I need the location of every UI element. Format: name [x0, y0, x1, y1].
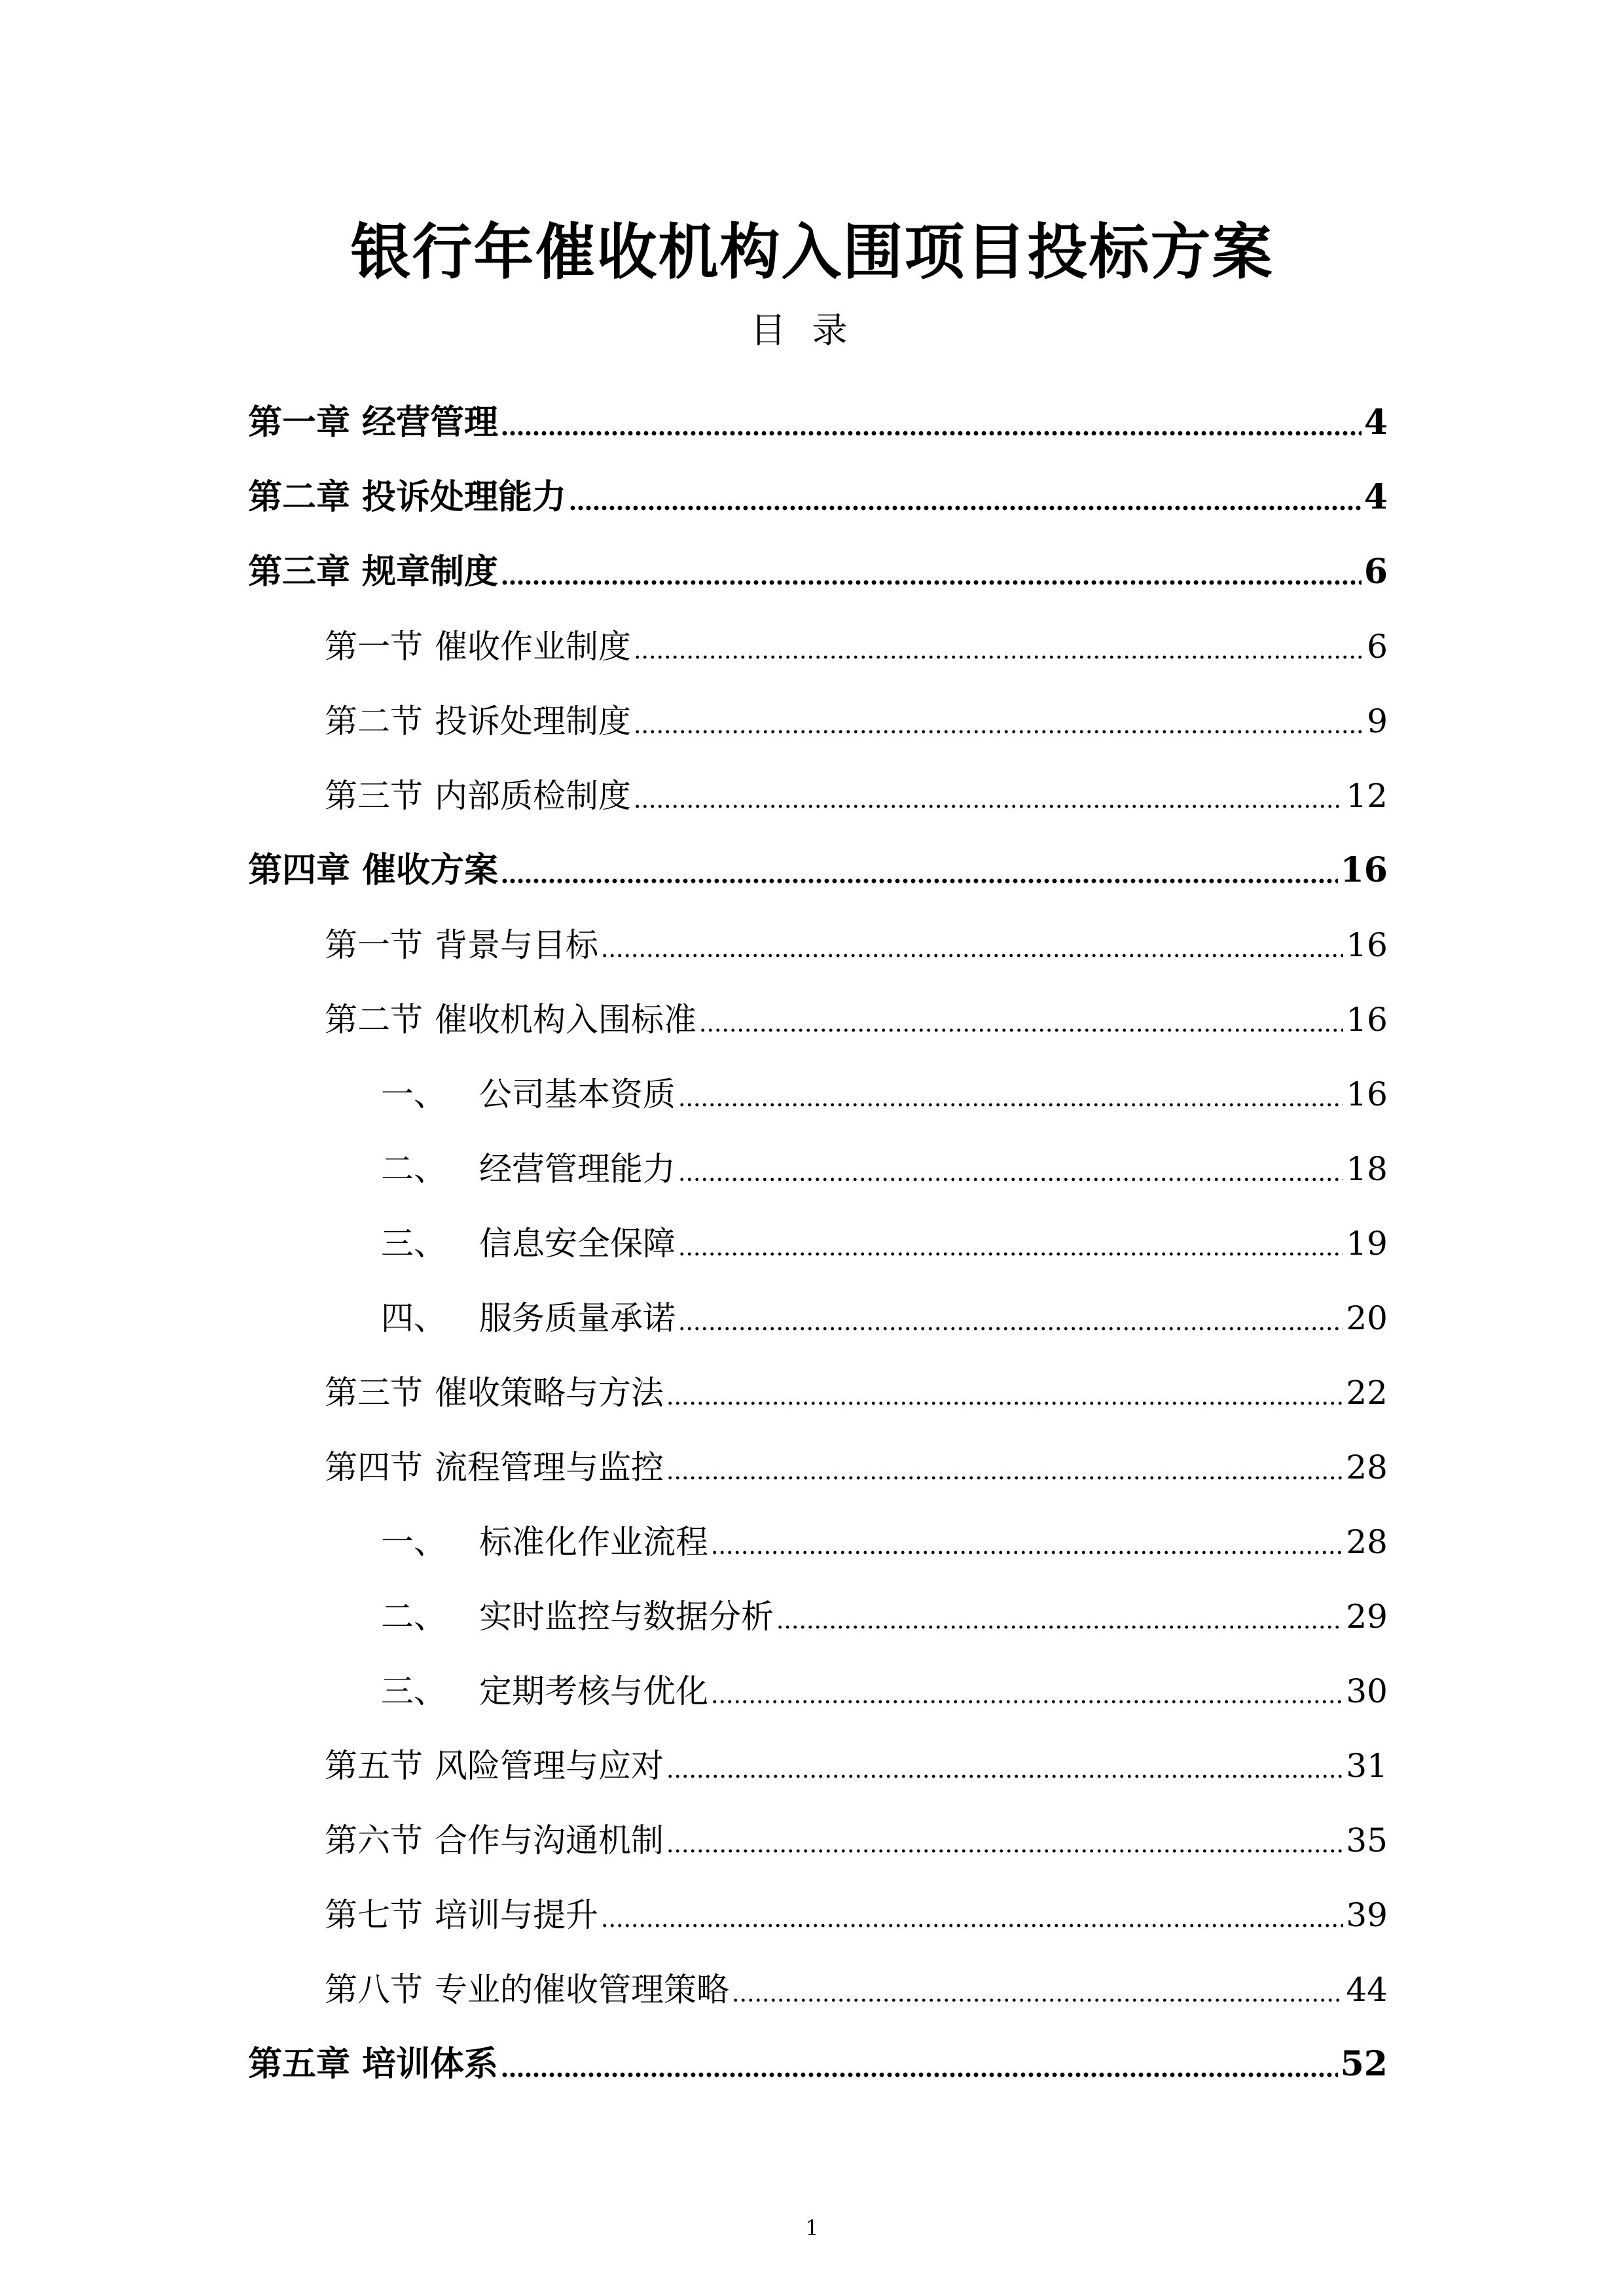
dot-leader [711, 1699, 1343, 1704]
toc-entry-label: 内部质检制度 [435, 777, 631, 815]
dot-leader [501, 431, 1362, 436]
dot-leader [601, 1923, 1343, 1928]
dot-leader [666, 1475, 1343, 1480]
toc-entry-label: 经营管理能力 [479, 1150, 676, 1188]
toc-entry-sub[interactable] [248, 1267, 1388, 1342]
toc-entry-sub[interactable] [248, 1491, 1388, 1566]
toc-entry-prefix: 第一节 [325, 926, 423, 964]
toc-entry-label: 催收机构入围标准 [435, 1001, 696, 1039]
toc-entry-section[interactable] [248, 894, 1388, 969]
dot-leader [776, 1624, 1343, 1630]
toc-entry-page: 30 [1346, 1672, 1388, 1710]
toc-entry-prefix: 第四章 [248, 850, 351, 890]
toc-entry-label: 专业的催收管理策略 [435, 1971, 729, 2009]
dot-leader [678, 1177, 1343, 1182]
toc-entry-label: 培训体系 [362, 2044, 499, 2084]
dot-leader [711, 1550, 1343, 1555]
toc-entry-page: 16 [1340, 850, 1388, 890]
toc-entry-page: 4 [1363, 477, 1388, 517]
toc-entry-label: 培训与提升 [435, 1896, 598, 1934]
dot-leader [601, 953, 1343, 958]
toc-entry-label: 规章制度 [362, 552, 499, 592]
toc-entry-section[interactable] [248, 969, 1388, 1043]
toc-entry-section[interactable] [248, 596, 1388, 670]
toc-entry-section[interactable] [248, 1715, 1388, 1789]
toc-entry-prefix: 一、 [381, 1075, 446, 1113]
toc-entry-page: 31 [1346, 1747, 1388, 1785]
toc-entry-label: 背景与目标 [435, 926, 598, 964]
toc-entry-prefix: 第一节 [325, 628, 423, 666]
toc-entry-label: 催收策略与方法 [435, 1374, 664, 1412]
toc-entry-label: 公司基本资质 [479, 1075, 676, 1113]
toc-entry-page: 22 [1346, 1374, 1388, 1412]
toc-entry-section[interactable] [248, 1416, 1388, 1491]
dot-leader [678, 1326, 1343, 1331]
toc-entry-sub[interactable] [248, 1118, 1388, 1193]
toc-entry-sub[interactable] [248, 1566, 1388, 1640]
dot-leader [634, 729, 1364, 734]
table-of-contents [248, 372, 1388, 2088]
toc-entry-chapter[interactable] [248, 521, 1388, 596]
toc-entry-label: 催收作业制度 [435, 628, 631, 666]
toc-entry-prefix: 第四节 [325, 1448, 423, 1486]
dot-leader [634, 804, 1343, 809]
toc-entry-page: 52 [1340, 2044, 1388, 2084]
toc-heading-text: 目录 [750, 310, 874, 351]
toc-entry-page: 19 [1346, 1225, 1388, 1263]
toc-entry-sub[interactable] [248, 1640, 1388, 1715]
dot-leader [732, 1998, 1343, 2003]
toc-entry-page: 28 [1346, 1448, 1388, 1486]
toc-entry-page: 18 [1346, 1150, 1388, 1188]
toc-entry-page: 12 [1346, 777, 1388, 815]
toc-entry-prefix: 二、 [381, 1598, 446, 1636]
toc-entry-prefix: 第七节 [325, 1896, 423, 1934]
toc-entry-prefix: 第二章 [248, 477, 351, 517]
toc-entry-page: 16 [1346, 926, 1388, 964]
toc-entry-prefix: 四、 [381, 1299, 446, 1337]
dot-leader [666, 1401, 1343, 1406]
toc-entry-page: 20 [1346, 1299, 1388, 1337]
dot-leader [699, 1028, 1343, 1033]
toc-entry-sub[interactable] [248, 1043, 1388, 1118]
toc-entry-page: 44 [1346, 1971, 1388, 2009]
toc-entry-page: 16 [1346, 1075, 1388, 1113]
toc-entry-section[interactable] [248, 1342, 1388, 1416]
toc-entry-section[interactable] [248, 745, 1388, 819]
document-title: 银行年催收机构入围项目投标方案 [350, 217, 1274, 287]
toc-entry-prefix: 第三章 [248, 552, 351, 592]
toc-entry-page: 28 [1346, 1523, 1388, 1561]
toc-entry-prefix: 第五节 [325, 1747, 423, 1785]
toc-entry-prefix: 第六节 [325, 1821, 423, 1859]
toc-heading [0, 302, 1624, 353]
toc-entry-label: 实时监控与数据分析 [479, 1598, 774, 1636]
toc-entry-section[interactable] [248, 1939, 1388, 2013]
toc-entry-page: 6 [1367, 628, 1388, 666]
dot-leader [569, 505, 1362, 511]
toc-entry-prefix: 第二节 [325, 1001, 423, 1039]
dot-leader [501, 878, 1338, 884]
toc-entry-prefix: 三、 [381, 1225, 446, 1263]
dot-leader [666, 1774, 1343, 1779]
toc-entry-prefix: 三、 [381, 1672, 446, 1710]
toc-entry-label: 服务质量承诺 [479, 1299, 676, 1337]
toc-entry-prefix: 第八节 [325, 1971, 423, 2009]
toc-entry-label: 定期考核与优化 [479, 1672, 708, 1710]
toc-entry-label: 经营管理 [362, 403, 499, 442]
toc-entry-label: 流程管理与监控 [435, 1448, 664, 1486]
toc-entry-prefix: 第五章 [248, 2044, 351, 2084]
dot-leader [501, 580, 1362, 585]
toc-entry-chapter[interactable] [248, 2013, 1388, 2088]
toc-entry-prefix: 第三节 [325, 1374, 423, 1412]
toc-entry-label: 信息安全保障 [479, 1225, 676, 1263]
toc-entry-sub[interactable] [248, 1193, 1388, 1267]
toc-entry-section[interactable] [248, 1864, 1388, 1939]
toc-entry-page: 39 [1346, 1896, 1388, 1934]
toc-entry-prefix: 第一章 [248, 403, 351, 442]
page-number: 1 [805, 2215, 819, 2240]
toc-entry-label: 投诉处理制度 [435, 702, 631, 740]
toc-entry-page: 35 [1346, 1821, 1388, 1859]
dot-leader [501, 2072, 1338, 2077]
toc-entry-label: 催收方案 [362, 850, 499, 890]
toc-entry-chapter[interactable] [248, 446, 1388, 521]
toc-entry-section[interactable] [248, 670, 1388, 745]
toc-entry-label: 标准化作业流程 [479, 1523, 708, 1561]
dot-leader [678, 1102, 1343, 1107]
toc-entry-prefix: 一、 [381, 1523, 446, 1561]
toc-entry-prefix: 第三节 [325, 777, 423, 815]
toc-entry-label: 风险管理与应对 [435, 1747, 664, 1785]
toc-entry-prefix: 第二节 [325, 702, 423, 740]
toc-entry-page: 9 [1367, 702, 1388, 740]
toc-entry-page: 6 [1363, 552, 1388, 592]
dot-leader [678, 1251, 1343, 1257]
toc-entry-prefix: 二、 [381, 1150, 446, 1188]
toc-entry-page: 16 [1346, 1001, 1388, 1039]
toc-entry-label: 投诉处理能力 [362, 477, 567, 517]
dot-leader [634, 655, 1364, 660]
toc-entry-page: 29 [1346, 1598, 1388, 1636]
dot-leader [666, 1848, 1343, 1854]
toc-entry-chapter[interactable] [248, 819, 1388, 894]
toc-entry-label: 合作与沟通机制 [435, 1821, 664, 1859]
toc-entry-page: 4 [1363, 403, 1388, 442]
toc-entry-section[interactable] [248, 1789, 1388, 1864]
toc-entry-chapter[interactable] [248, 372, 1388, 446]
